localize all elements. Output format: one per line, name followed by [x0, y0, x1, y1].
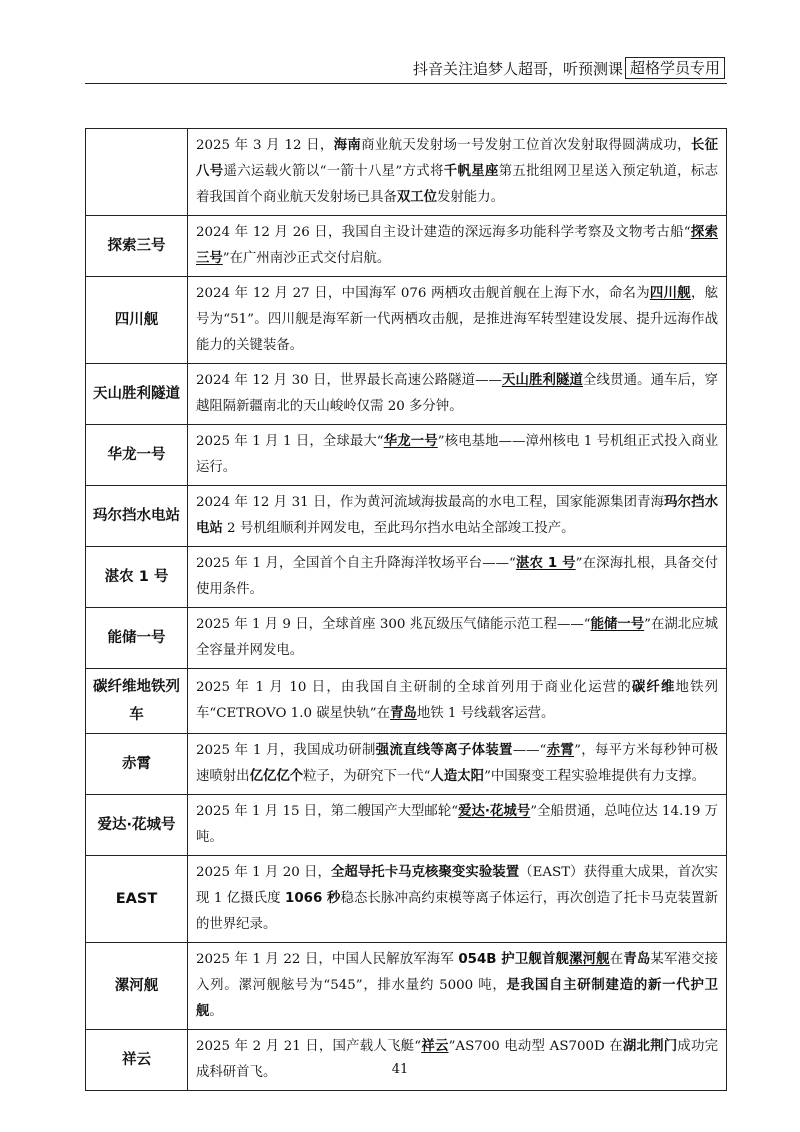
row-name-cell: [86, 486, 188, 547]
description-text: 2025 年 1 月，全国首个自主升降海洋牧场平台——“: [196, 556, 516, 571]
row-name: 赤霄: [122, 756, 151, 772]
description-text: 2024 年 12 月 26 日，我国自主设计建造的深远海多功能科学考察及文物考古船“: [196, 225, 691, 240]
row-name: 能储一号: [107, 630, 166, 646]
description-text: 遥六运载火箭以“一箭十八星”方式将: [223, 164, 444, 179]
description-text: 粒子，为研究下一代“: [303, 769, 431, 784]
description-text: 2025 年 1 月，我国成功研制: [196, 743, 376, 758]
row-description-cell: [188, 795, 727, 856]
row-name: 湛农 1 号: [104, 569, 169, 585]
table-row: [86, 547, 727, 608]
emphasis-underlined-text: [390, 706, 417, 721]
description-text: 2025 年 1 月 15 日，第二艘国产大型邮轮“: [196, 804, 459, 819]
emphasis-text: 双工位: [396, 190, 438, 205]
underlined-keyword: 漯河舰: [569, 952, 610, 967]
description-text: 全线贯通。通车后，穿越阻隔新疆南北的天山峻岭仅需 20 多分钟。: [196, 373, 718, 414]
header-text: 抖音关注追梦人超哥，听预测课: [412, 59, 623, 78]
description-text: ——“: [512, 743, 547, 758]
description-text: 2025 年 1 月 22 日，中国人民解放军海军: [196, 952, 459, 967]
description-text: 2025 年 3 月 12 日，: [196, 138, 334, 153]
description-text: ”在深海扎根，具备交付使用条件。: [196, 556, 718, 597]
row-name: 玛尔挡水电站: [93, 508, 180, 524]
row-name: 祥云: [122, 1052, 151, 1068]
row-name: EAST: [115, 891, 158, 907]
row-description-cell: [188, 425, 727, 486]
row-description-cell: [188, 669, 727, 734]
description-text: 第五批组网卫星送入预定轨道，标志着我国首个商业航天发射场已具备: [196, 164, 719, 205]
row-description-cell: [188, 364, 727, 425]
row-description-cell: [188, 216, 727, 277]
row-description-cell: [188, 547, 727, 608]
underlined-keyword: 探索三号: [196, 225, 718, 266]
row-name: 四川舰: [114, 312, 159, 328]
emphasis-text: 人造太阳: [430, 769, 485, 784]
row-description-cell: [188, 486, 727, 547]
underlined-keyword: 湛农 1 号: [515, 556, 576, 571]
table-row: [86, 277, 727, 364]
description-text: ”全船贯通，总吨位达 14.19 万吨。: [196, 804, 718, 845]
row-name-cell: [86, 943, 188, 1030]
row-name-cell: [86, 547, 188, 608]
row-name-cell: [86, 856, 188, 943]
emphasis-underlined-text: [516, 556, 576, 571]
row-description-cell: [188, 608, 727, 669]
description-text: 2025 年 2 月 21 日，国产载人飞艇“: [196, 1039, 422, 1054]
description-text: 地铁 1 号线载客运营。: [416, 706, 555, 721]
row-description-cell: [188, 856, 727, 943]
emphasis-underlined-text: [650, 286, 691, 301]
emphasis-text: 1066 秒: [285, 891, 341, 906]
underlined-keyword: 爱达·花城号: [458, 804, 531, 819]
description-text: ，舷号为“51”。四川舰是海军新一代两栖攻击舰，是推进海军转型建设发展、提升远海作战能力的关键装备。: [196, 286, 719, 353]
emphasis-underlined-text: [591, 617, 645, 632]
description-text: 2025 年 1 月 20 日，: [196, 865, 331, 880]
emphasis-underlined-text: [458, 804, 530, 819]
description-text: ”中国聚变工程实验堆提供有力支撑。: [484, 769, 706, 784]
emphasis-text: 是我国自主研制建造的新一代护卫舰: [196, 978, 718, 1019]
row-name-cell: [86, 669, 188, 734]
description-text: 发射能力。: [437, 190, 504, 205]
facts-table: [85, 128, 727, 1091]
description-text: 2025 年 1 月 1 日，全球最大“: [196, 434, 384, 449]
description-text: 2024 年 12 月 30 日，世界最长高速公路隧道——: [196, 373, 502, 388]
emphasis-text: 长征八号: [196, 138, 719, 179]
row-name: 爱达·花城号: [97, 817, 176, 833]
emphasis-text: 强流直线等离子体装置: [375, 743, 513, 758]
description-text: ”在广州南沙正式交付启航。: [222, 251, 391, 266]
table-row: [86, 669, 727, 734]
table-row: [86, 795, 727, 856]
description-text: 2025 年 1 月 9 日，全球首座 300 兆瓦级压气储能示范工程——“: [196, 617, 591, 632]
row-description-cell: [188, 1030, 727, 1091]
facts-table-body: [86, 129, 727, 1091]
row-name-cell: [86, 364, 188, 425]
underlined-keyword: 天山胜利隧道: [501, 373, 584, 388]
row-name: 探索三号: [107, 238, 166, 254]
underlined-keyword: 赤霄: [546, 743, 575, 758]
table-row: [86, 1030, 727, 1091]
description-text: 商业航天发射场一号发射工位首次发射取得圆满成功，: [361, 138, 691, 153]
row-description-cell: [188, 943, 727, 1030]
emphasis-underlined-text: [384, 434, 438, 449]
emphasis-text: 千帆星座: [443, 164, 499, 179]
emphasis-underlined-text: [502, 373, 583, 388]
emphasis-text: 全超导托卡马克核聚变实验装置: [330, 865, 520, 880]
emphasis-underlined-text: [546, 743, 574, 758]
row-name-cell: [86, 129, 188, 216]
row-name-cell: [86, 608, 188, 669]
table-row: [86, 425, 727, 486]
description-text: 地铁列车“CETROVO 1.0 碳星快轨”在: [196, 680, 719, 721]
table-row: [86, 486, 727, 547]
row-name-cell: [86, 795, 188, 856]
description-text: 稳态长脉冲高约束模等离子体运行，再次创造了托卡马克装置新的世界纪录。: [196, 891, 718, 932]
page-number: 41: [391, 1062, 409, 1077]
description-text: 。: [209, 1004, 223, 1019]
description-text: ”，每平方米每秒钟可极速喷射出: [196, 743, 719, 784]
page-header: [413, 56, 725, 80]
emphasis-text: 湖北荆门: [622, 1039, 678, 1054]
row-name: 碳纤维地铁列车: [93, 679, 180, 723]
row-description-cell: [188, 277, 727, 364]
table-row: [86, 734, 727, 795]
description-text: ”AS700 电动型 AS700D 在: [448, 1039, 623, 1054]
description-text: （EAST）获得重大成果，首次实现 1 亿摄氏度: [196, 865, 718, 906]
row-name-cell: [86, 277, 188, 364]
underlined-keyword: 华龙一号: [383, 434, 438, 449]
row-name: 漯河舰: [114, 978, 159, 994]
description-text: 2024 年 12 月 31 日，作为黄河流域海拔最高的水电工程，国家能源集团青海: [196, 495, 665, 510]
description-text: ”核电基地——漳州核电 1 号机组正式投入商业运行。: [196, 434, 718, 475]
table-row: [86, 608, 727, 669]
row-name-cell: [86, 425, 188, 486]
description-text: 某军港交接入列。漯河舰舷号为“545”，排水量约 5000 吨，: [196, 952, 719, 993]
row-description-cell: [188, 734, 727, 795]
description-text: ”在湖北应城全容量并网发电。: [196, 617, 718, 658]
description-text: 2024 年 12 月 27 日，中国海军 076 两栖攻击舰首舰在上海下水，命名为: [196, 286, 650, 301]
emphasis-text: 碳纤维: [631, 680, 676, 695]
emphasis-underlined-text: [569, 952, 610, 967]
description-text: 2 号机组顺利并网发电，至此玛尔挡水电站全部竣工投产。: [222, 521, 575, 536]
underlined-keyword: 能储一号: [590, 617, 645, 632]
underlined-keyword: 四川舰: [649, 286, 691, 301]
emphasis-text: 青岛: [623, 952, 651, 967]
emphasis-text: 海南: [333, 138, 362, 153]
row-name: 华龙一号: [107, 447, 166, 463]
table-row: [86, 856, 727, 943]
emphasis-text: 玛尔挡水电站: [196, 495, 719, 536]
row-description-cell: [188, 129, 727, 216]
header-rule: [85, 83, 727, 84]
underlined-keyword: 青岛: [390, 706, 417, 721]
description-text: 成功完成科研首飞。: [196, 1039, 719, 1080]
header-badge: 超格学员专用: [625, 57, 725, 79]
row-name-cell: [86, 216, 188, 277]
description-text: 在: [609, 952, 624, 967]
emphasis-text: 054B 护卫舰首舰: [458, 952, 570, 967]
underlined-keyword: 祥云: [421, 1039, 449, 1054]
row-name-cell: [86, 1030, 188, 1091]
row-name-cell: [86, 734, 188, 795]
row-name: 天山胜利隧道: [93, 386, 180, 402]
table-row: [86, 364, 727, 425]
description-text: 2025 年 1 月 10 日，由我国自主研制的全球首列用于商业化运营的: [196, 680, 632, 695]
emphasis-text: 亿亿亿个: [249, 769, 304, 784]
table-row: [86, 129, 727, 216]
emphasis-underlined-text: [421, 1039, 448, 1054]
table-row: [86, 943, 727, 1030]
table-row: [86, 216, 727, 277]
